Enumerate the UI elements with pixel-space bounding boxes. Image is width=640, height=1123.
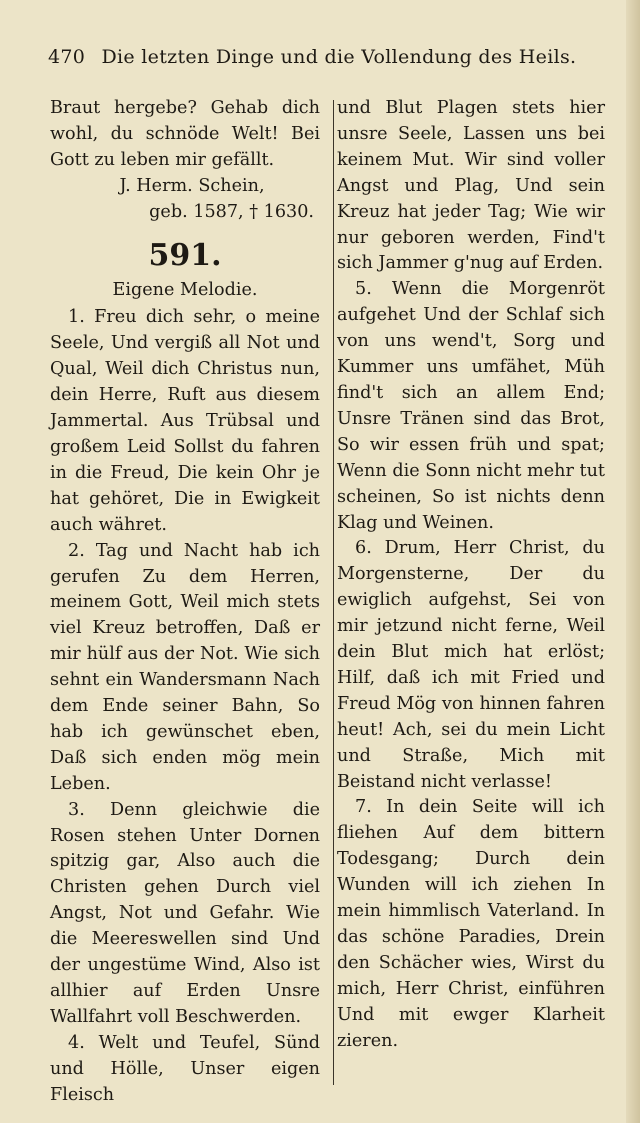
author-name: J. Herm. Schein, [119,175,265,196]
verse-4-continuation: und Blut Plagen stets hier unsre Seele, Lassen uns bei keinem Mut. Wir sind voller Angst und Plag, Und sein Kreuz hat jeder Tag; Wie wir nur geboren werden, Find't sich Jammer g'nug auf Erden. [337,98,605,274]
hymn-number: 591. [148,237,222,273]
previous-hymn-ending: Braut hergebe? Gehab dich wohl, du schnöde Welt! Bei Gott zu leben mir gefällt. [50,98,320,170]
verse-6: 6. Drum, Herr Christ, du Morgensterne, Der du ewiglich aufgehst, Sei von mir jetzund nicht ferne, Weil dein Blut mich hat erlöst; Hilf, daß ich mit Fried und Freud Mög von hinnen fahren heut! Ach, sei du mein Licht und Straße, Mich mit Beistand nicht verlasse! [337,538,605,792]
left-column [50,96,320,1109]
author-dates: geb. 1587, † 1630. [149,201,314,222]
verse-4-start: 4. Welt und Teufel, Sünd und Hölle, Unser eigen Fleisch [50,1032,320,1105]
right-column [337,96,605,1055]
running-title: Die letzten Dinge und die Vollendung des Heils. [101,46,577,68]
verse-2: 2. Tag und Nacht hab ich gerufen Zu dem Herren, meinem Gott, Weil mich stets viel Kreuz betroffen, Daß er mir hülf aus der Not. Wie sich sehnt ein Wandersmann Nach dem Ende seiner Bahn, So hab ich gewünschet eben, Daß sich enden mög mein Leben. [50,540,320,794]
page-number: 470 [48,46,86,68]
melody-note: Eigene Melodie. [112,279,258,300]
page-header [48,46,608,68]
column-divider [333,100,334,1085]
page-edge-shadow [626,0,640,1123]
verse-7: 7. In dein Seite will ich fliehen Auf dem bittern Todesgang; Durch dein Wunden will ich ziehen In mein himmlisch Vaterland. In das schöne Paradies, Drein den Schächer wies, Wirst du mich, Herr Christ, einführen Und mit ewger Klarheit zieren. [337,797,605,1051]
verse-5: 5. Wenn die Morgenröt aufgehet Und der Schlaf sich von uns wend't, Sorg und Kummer uns umfähet, Müh find't sich an allem End; Unsre Tränen sind das Brot, So wir essen früh und spat; Wenn die Sonn nicht mehr tut scheinen, So ist nichts denn Klag und Weinen. [337,279,605,533]
author-attribution [50,174,320,226]
verse-3: 3. Denn gleichwie die Rosen stehen Unter Dornen spitzig gar, Also auch die Christen gehen Durch viel Angst, Not und Gefahr. Wie die Meereswellen sind Und der ungestüme Wind, Also ist allhier auf Erden Unsre Wallfahrt voll Beschwerden. [50,799,320,1027]
verse-1: 1. Freu dich sehr, o meine Seele, Und vergiß all Not und Qual, Weil dich Christus nun, dein Herre, Ruft aus diesem Jammertal. Aus Trübsal und großem Leid Sollst du fahren in die Freud, Die kein Ohr je hat gehöret, Die in Ewigkeit auch währet. [50,307,320,535]
